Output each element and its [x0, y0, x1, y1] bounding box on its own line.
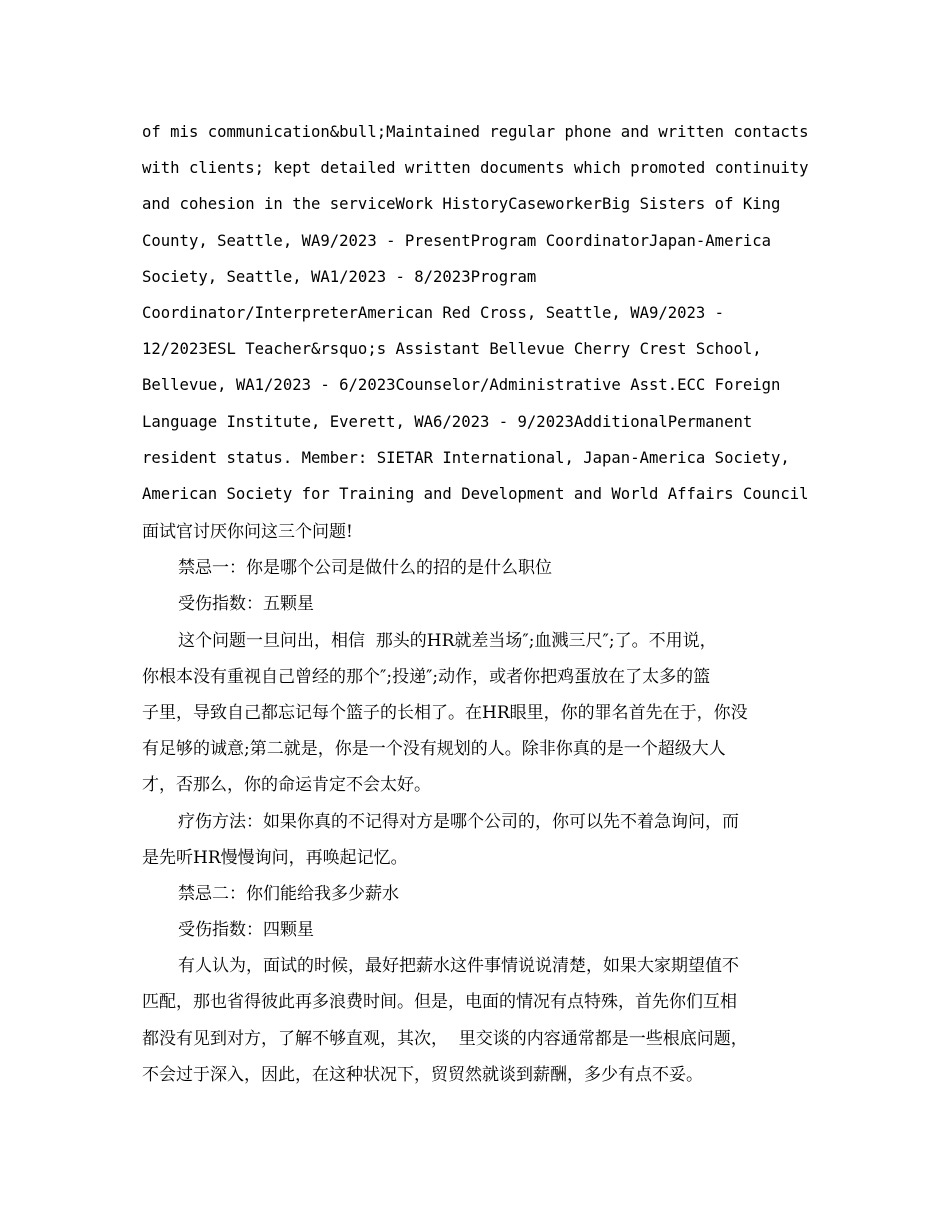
- taboo2-paragraph-line: 都没有见到对方，了解不够直观，其次， 里交谈的内容通常都是一些根底问题，: [142, 1028, 748, 1049]
- resume-line: Language Institute, Everett, WA6/2023 - 9/2023AdditionalPermanent: [142, 412, 753, 431]
- article-block: [142, 514, 810, 1093]
- taboo1-paragraph-line: 你根本没有重视自己曾经的那个″;投递″;动作，或者你把鸡蛋放在了太多的篮: [142, 666, 711, 687]
- taboo2-title: 禁忌二：你们能给我多少薪水: [178, 883, 399, 904]
- taboo2-paragraph-line: 不会过于深入，因此，在这种状况下，贸贸然就谈到薪酬，多少有点不妥。: [142, 1064, 703, 1085]
- taboo1-paragraph-line: 子里，导致自己都忘记每个篮子的长相了。在HR眼里，你的罪名首先在于，你没: [142, 702, 748, 723]
- resume-line: American Society for Training and Development and World Affairs Council: [142, 484, 809, 503]
- resume-text-block: [142, 114, 832, 512]
- resume-line: and cohesion in the serviceWork HistoryCaseworkerBig Sisters of King: [142, 195, 781, 214]
- resume-line: of mis communication&bull;Maintained regular phone and written contacts: [142, 123, 809, 141]
- taboo1-remedy-line: 疗伤方法：如果你真的不记得对方是哪个公司的，你可以先不着急询问，而: [178, 811, 739, 832]
- article-heading: 面试官讨厌你问这三个问题!: [142, 522, 353, 542]
- resume-line: Coordinator/InterpreterAmerican Red Cross, Seattle, WA9/2023 -: [142, 303, 725, 322]
- resume-line: Society, Seattle, WA1/2023 - 8/2023Program: [142, 267, 537, 286]
- taboo1-title: 禁忌一：你是哪个公司是做什么的招的是什么职位: [178, 558, 552, 579]
- resume-line: County, Seattle, WA9/2023 - PresentProgram CoordinatorJapan-America: [142, 231, 772, 250]
- taboo1-injury-rating: 受伤指数：五颗星: [178, 594, 314, 615]
- taboo1-paragraph-line: 才，否那么，你的命运肯定不会太好。: [142, 775, 431, 796]
- taboo2-injury-rating: 受伤指数：四颗星: [178, 920, 314, 941]
- resume-line: Bellevue, WA1/2023 - 6/2023Counselor/Administrative Asst.ECC Foreign: [142, 376, 781, 395]
- resume-line: resident status. Member: SIETAR International, Japan-America Society,: [142, 448, 790, 467]
- resume-line: 12/2023ESL Teacher&rsquo;s Assistant Bellevue Cherry Crest School,: [142, 340, 762, 359]
- taboo1-paragraph-line: 这个问题一旦问出，相信 那头的HR就差当场″;血溅三尺″;了。不用说，: [178, 630, 717, 651]
- taboo1-paragraph-line: 有足够的诚意;第二就是，你是一个没有规划的人。除非你真的是一个超级大人: [142, 739, 726, 760]
- taboo2-paragraph-line: 匹配，那也省得彼此再多浪费时间。但是，电面的情况有点特殊，首先你们互相: [142, 992, 737, 1013]
- resume-line: with clients; kept detailed written documents which promoted continuity: [142, 159, 809, 178]
- taboo1-remedy-line: 是先听HR慢慢询问，再唤起记忆。: [142, 847, 408, 868]
- taboo2-paragraph-line: 有人认为，面试的时候，最好把薪水这件事情说说清楚，如果大家期望值不: [178, 956, 739, 977]
